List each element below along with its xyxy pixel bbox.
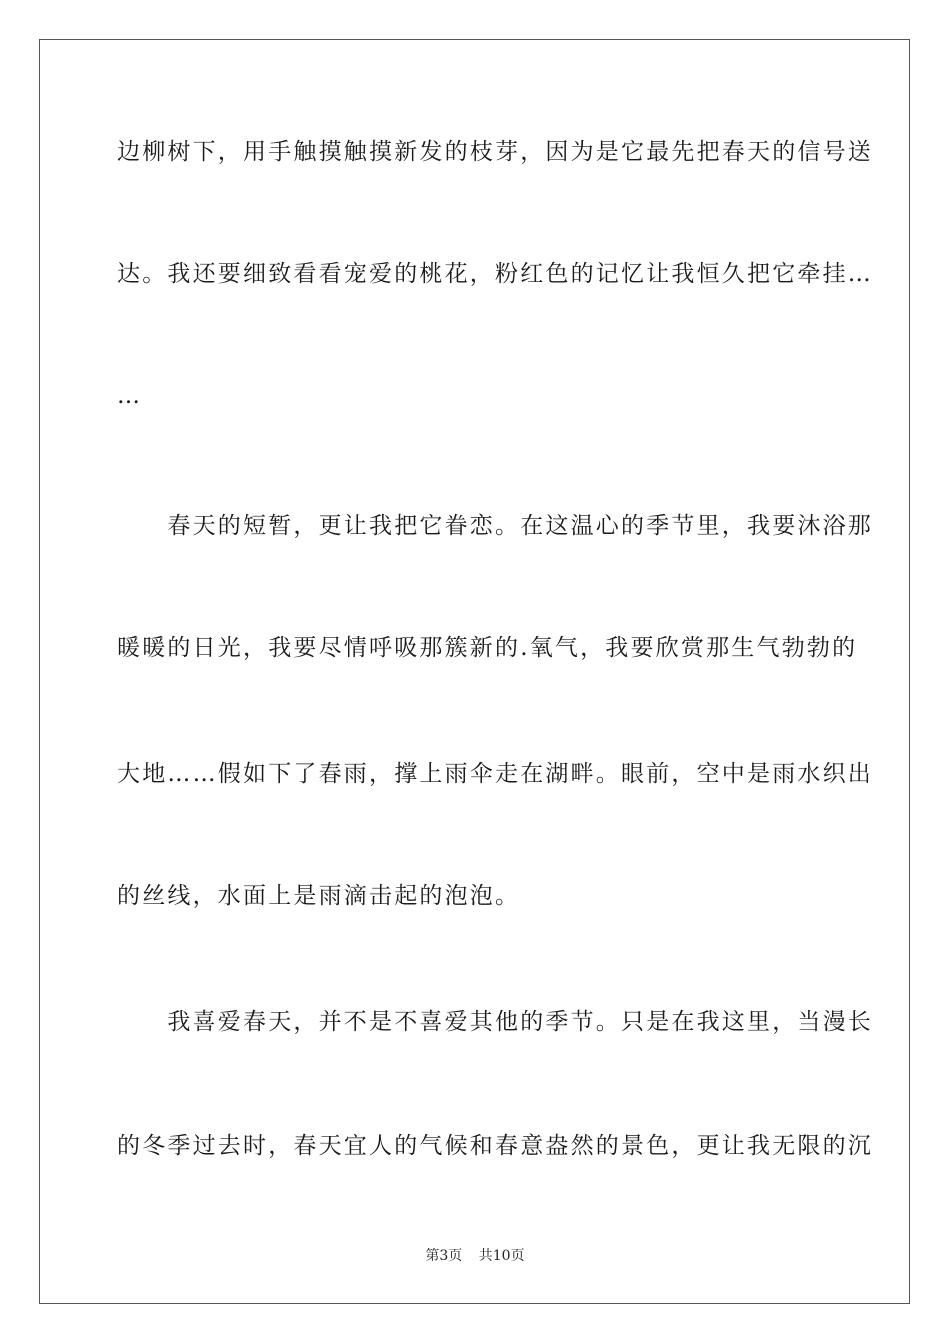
page-number-current: 第3页 <box>425 1248 463 1264</box>
page-border <box>39 39 910 1304</box>
text-line-8: 我喜爱春天，并不是不喜爱其他的季节。只是在我这里，当漫长 <box>117 1009 873 1035</box>
text-line-4: 春天的短暂，更让我把它眷恋。在这温心的季节里，我要沐浴那 <box>117 513 873 539</box>
text-line-3: … <box>117 383 143 409</box>
page-footer <box>0 1246 950 1266</box>
text-line-7: 的丝线，水面上是雨滴击起的泡泡。 <box>117 883 521 909</box>
text-line-9: 的冬季过去时，春天宜人的气候和春意盎然的景色，更让我无限的沉 <box>117 1133 873 1159</box>
text-line-2: 达。我还要细致看看宠爱的桃花，粉红色的记忆让我恒久把它牵挂… <box>117 261 873 287</box>
text-line-5: 暖暖的日光，我要尽情呼吸那簇新的.氧气，我要欣赏那生气勃勃的 <box>117 635 858 661</box>
text-line-6: 大地……假如下了春雨，撑上雨伞走在湖畔。眼前，空中是雨水织出 <box>117 761 873 787</box>
page-number-total: 共10页 <box>478 1248 525 1264</box>
text-line-1: 边柳树下，用手触摸触摸新发的枝芽，因为是它最先把春天的信号送 <box>117 139 873 165</box>
